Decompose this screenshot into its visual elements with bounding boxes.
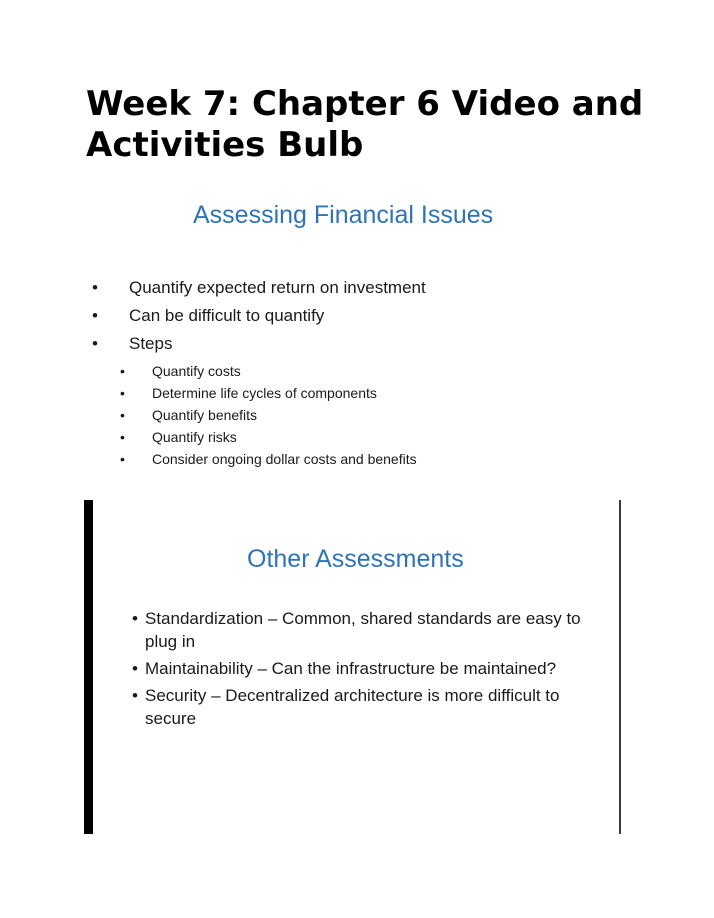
- list-item-text: Standardization – Common, shared standards are easy to plug in: [145, 609, 581, 651]
- sub-list-item: [90, 404, 630, 426]
- bullet-list: [90, 274, 630, 470]
- bullet-icon: •: [92, 334, 98, 353]
- list-item-text: Can be difficult to quantify: [129, 306, 325, 325]
- list-item-text: Maintainability – Can the infrastructure be maintained?: [145, 659, 557, 678]
- bullet-icon: •: [120, 407, 125, 423]
- list-item: [132, 607, 582, 653]
- sub-list-item-text: Quantify costs: [152, 363, 241, 379]
- slide-border-left: [84, 500, 93, 834]
- sub-list-item: [90, 448, 630, 470]
- bullet-icon: •: [132, 609, 138, 628]
- list-item: [132, 657, 582, 680]
- bullet-icon: •: [132, 686, 138, 705]
- bullet-icon: •: [92, 278, 98, 297]
- slide-title: Other Assessments: [247, 545, 464, 573]
- bullet-icon: •: [120, 363, 125, 379]
- list-item: [90, 274, 630, 302]
- bullet-icon: •: [120, 385, 125, 401]
- slide-title: Assessing Financial Issues: [193, 201, 494, 229]
- sub-list-item-text: Determine life cycles of components: [152, 385, 377, 401]
- list-item: [132, 684, 582, 730]
- sub-list-item-text: Consider ongoing dollar costs and benefits: [152, 451, 417, 467]
- list-item-text: Quantify expected return on investment: [129, 278, 426, 297]
- list-item: [90, 302, 630, 330]
- sub-list-item-text: Quantify benefits: [152, 407, 258, 423]
- bullet-icon: •: [120, 451, 125, 467]
- sub-list-item-text: Quantify risks: [152, 429, 237, 445]
- list-item-text: Security – Decentralized architecture is more difficult to secure: [145, 686, 560, 728]
- sub-list-item: [90, 426, 630, 448]
- sub-list-item: [90, 382, 630, 404]
- bullet-list: [132, 607, 582, 734]
- sub-list-item: [90, 360, 630, 382]
- bullet-icon: •: [132, 659, 138, 678]
- sub-bullet-list: [90, 360, 630, 470]
- document-title: Week 7: Chapter 6 Video and Activities Bulb: [86, 84, 644, 165]
- bullet-icon: •: [120, 429, 125, 445]
- bullet-icon: •: [92, 306, 98, 325]
- list-item-text: Steps: [129, 334, 173, 353]
- slide-border-right: [619, 500, 621, 834]
- list-item: [90, 330, 630, 470]
